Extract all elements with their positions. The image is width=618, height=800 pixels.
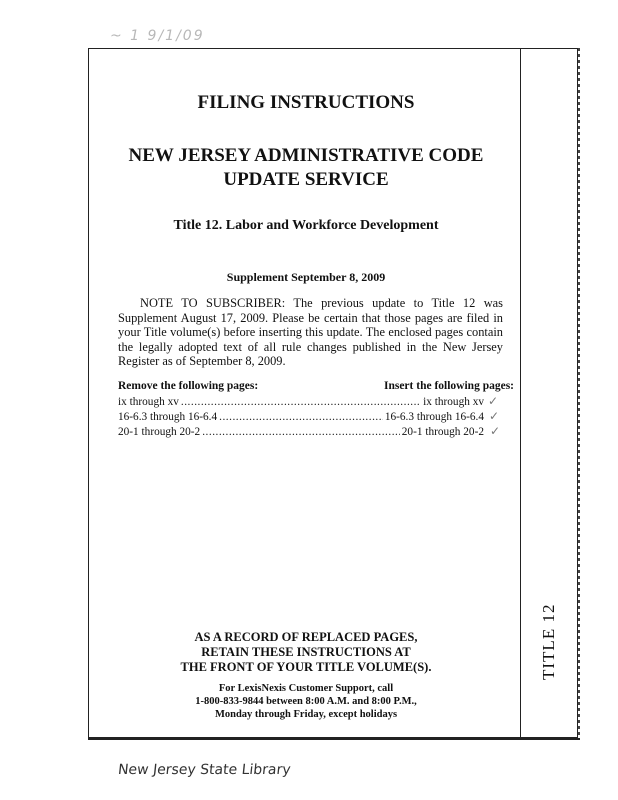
insert-pages: 20-1 through 20-2 xyxy=(401,426,484,438)
support-line-3: Monday through Friday, except holidays xyxy=(214,709,398,720)
table-row xyxy=(118,426,484,438)
supplement-date: Supplement September 8, 2009 xyxy=(226,270,386,284)
page-edge xyxy=(578,48,580,738)
title-tab-label: TITLE 12 xyxy=(539,603,558,680)
support-line-1: For LexisNexis Customer Support, call xyxy=(218,683,394,694)
retain-line-1: AS A RECORD OF REPLACED PAGES, xyxy=(194,630,418,644)
table-row xyxy=(118,411,484,423)
subscriber-note: NOTE TO SUBSCRIBER: The previous update to Title 12 was Supplement August 17, 2009. Please be certain that those pages are filed in your Title volume(s) before inserting this update. The enclosed pages contain the legally adopted text of all rule changes published in the New Jersey Register as of September 8, 2009. xyxy=(118,296,503,369)
insert-pages-header: Insert the following pages: xyxy=(383,380,514,392)
remove-pages: 20-1 through 20-2 xyxy=(118,426,201,438)
remove-pages: ix through xv xyxy=(118,396,179,408)
pages-table-header xyxy=(118,380,514,392)
retain-line-3: THE FRONT OF YOUR TITLE VOLUME(S). xyxy=(180,660,432,674)
title-subject: Title 12. Labor and Workforce Development xyxy=(173,218,439,233)
retain-instructions xyxy=(96,630,516,675)
page-heading: FILING INSTRUCTIONS xyxy=(197,92,415,113)
code-title-line-1: NEW JERSEY ADMINISTRATIVE CODE xyxy=(128,145,484,166)
insert-pages: 16-6.3 through 16-6.4 xyxy=(384,411,484,423)
support-line-2: 1-800-833-9844 between 8:00 A.M. and 8:00 P.M., xyxy=(195,696,417,707)
checkmark-icon: ✓ xyxy=(489,409,500,423)
library-stamp: New Jersey State Library xyxy=(117,762,292,778)
dot-leader xyxy=(181,396,421,408)
table-row xyxy=(118,396,484,408)
retain-line-2: RETAIN THESE INSTRUCTIONS AT xyxy=(201,645,411,659)
code-title-line-2: UPDATE SERVICE xyxy=(223,169,389,190)
insert-pages: ix through xv xyxy=(423,396,484,408)
bottom-rule xyxy=(88,738,580,740)
code-title xyxy=(96,144,516,192)
handwritten-date: ~ 1 9/1/09 xyxy=(110,28,205,44)
customer-support xyxy=(96,682,516,721)
tab-divider-rule xyxy=(520,48,521,738)
dot-leader xyxy=(219,411,383,423)
checkmark-icon: ✓ xyxy=(488,394,499,408)
remove-pages-header: Remove the following pages: xyxy=(118,380,259,392)
remove-pages: 16-6.3 through 16-6.4 xyxy=(118,411,218,423)
dot-leader xyxy=(202,426,400,438)
checkmark-icon: ✓ xyxy=(490,424,501,438)
